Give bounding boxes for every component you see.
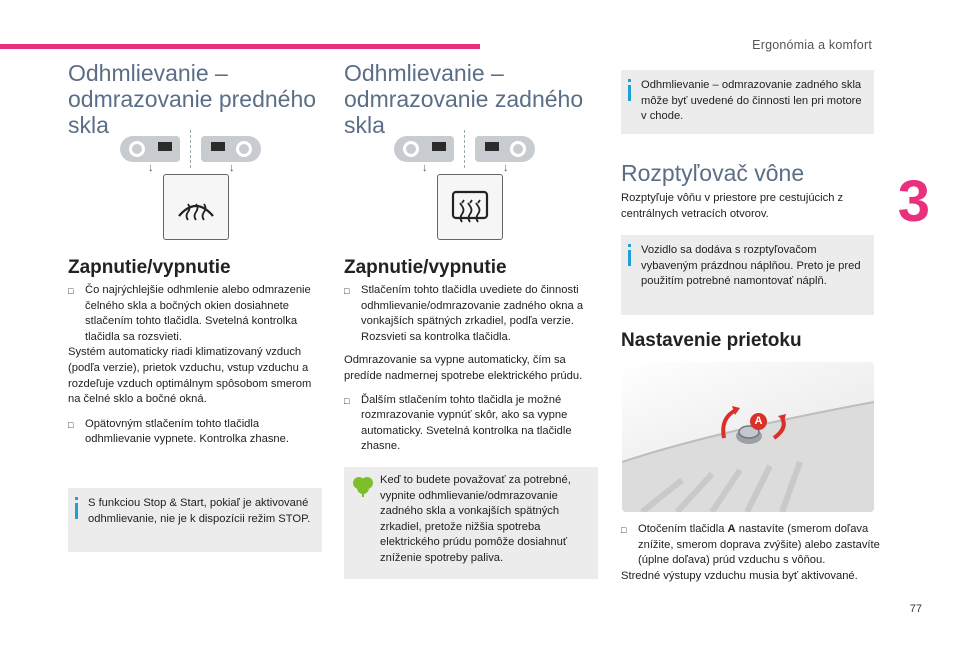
info-icon [73,497,81,519]
info-text: Vozidlo sa dodáva s rozptyľovačom vybaveným prázdnou náplňou. Preto je pred použitím potrebné namontovať náplň. [641,244,861,288]
front-defrost-title [68,60,323,138]
bullet-text: Otočením tlačidla A nastavíte (smerom doľava znížite, smerom doprava zvýšite) alebo zastavíte (úplne doľava) prúd vzduchu s vôňou. [638,523,880,567]
title-line: Odhmlievanie – [344,60,504,86]
bullet-text: Ďalším stlačením tohto tlačidla je možné rozmrazovanie vypnúť skôr, ako sa vypne automaticky. Svetelná kontrolka na tlačidle zhasne. [361,393,572,453]
front-defrost-button[interactable] [163,174,229,240]
info-icon [626,244,634,266]
tip-text: Keď to budete považovať za potrebné, vypnite odhmlievanie/odmrazovanie zadného skla a vonkajších spätných zrkadiel, pretože nižšia spotreba elektrického prúdu pomôže dosiahnuť zníženie spotreby paliva. [380,474,571,564]
front-bullet-1: □ Čo najrýchlejšie odhmlenie alebo odmrazenie čelného skla a bočných okien dosiahnete stlačením tohto tlačidla. Svetelná kontrolka tlačidla sa rozsvieti. [68,283,323,345]
eco-tip-box [344,467,598,579]
bullet-text: Opätovným stlačením tohto tlačidla odhmlievanie vypnete. Kontrolka zhasne. [85,417,289,446]
title-line: Odhmlievanie – [68,60,228,86]
info-text: Odhmlievanie – odmrazovanie zadného skla môže byť uvedené do činnosti len pri motore v chode. [641,79,862,123]
front-onoff-heading: Zapnutie/vypnutie [68,257,231,278]
mirror-illustration-rear [394,130,535,174]
title-line: odmrazovanie zadného skla [344,86,584,138]
rear-onoff-heading: Zapnutie/vypnutie [344,257,507,278]
right-mirror-icon: ↓ [201,136,261,162]
fragrance-paragraph: Rozptyľuje vôňu v priestore pre cestujúcich z centrálnych vetracích otvorov. [621,192,844,220]
page-number: 77 [909,603,922,615]
rear-bullet-1: □ Stlačením tohto tlačidla uvediete do činnosti odhmlievanie/odmrazovanie zadného okna a vonkajších spätných zrkadiel, podľa verzie. Rozsvieti sa kontrolka tlačidla. [344,283,599,345]
info-icon [626,79,634,101]
rear-window-defrost-icon [445,182,495,232]
header-accent-bar [0,44,480,49]
front-paragraph: Systém automaticky riadi klimatizovaný vzduch (podľa verzie), prietok vzduchu, vstup vzduchu a rozdeľuje vzduch optimálnym spôsobom smerom na čelné sklo a bočné okná. [68,346,312,406]
fragrance-info-box [621,235,874,315]
callout-label-a: A [750,413,767,430]
left-mirror-icon: ↓ [120,136,180,162]
stop-start-info-box [68,488,322,552]
section-name: Ergonómia a komfort [752,38,872,52]
rear-defrost-button[interactable] [437,174,503,240]
rear-defrost-title [344,60,599,138]
title-line: odmrazovanie predného skla [68,86,317,138]
rear-bullet-2: □ Ďalším stlačením tohto tlačidla je možné rozmrazovanie vypnúť skôr, ako sa vypne automaticky. Svetelná kontrolka na tlačidle zhasne. [344,393,599,455]
fragrance-title: Rozptyľovač vône [621,160,805,186]
front-bullet-2: □ Opätovným stlačením tohto tlačidla odhmlievanie vypnete. Kontrolka zhasne. [68,417,323,448]
diffuser-photo [622,362,874,512]
flow-paragraph: Stredné výstupy vzduchu musia byť aktivované. [621,569,858,582]
bullet-text: Stlačením tohto tlačidla uvediete do činnosti odhmlievanie/odmrazovanie zadného okna a vonkajších spätných zrkadiel, podľa verzie. Rozsvieti sa kontrolka tlačidla. [361,284,584,343]
left-mirror-icon: ↓ [394,136,454,162]
mirror-illustration [120,130,261,174]
front-windscreen-defrost-icon [171,182,221,232]
chapter-number: 3 [897,169,930,234]
info-text: S funkciou Stop & Start, pokiaľ je aktivované odhmlievanie, nie je k dispozícii režim STOP. [88,497,311,525]
rear-defrost-section [344,60,599,138]
bullet-text: Čo najrýchlejšie odhmlenie alebo odmrazenie čelného skla a bočných okien dosiahnete stlačením tohto tlačidla. Svetelná kontrolka tlačidla sa rozsvieti. [85,284,311,343]
leaf-eco-icon [352,475,374,497]
flow-adjust-heading: Nastavenie prietoku [621,330,802,351]
rear-paragraph: Odmrazovanie sa vypne automaticky, čím sa predíde nadmernej spotrebe elektrického prúdu. [344,354,583,382]
front-defrost-section [68,60,323,138]
right-mirror-icon: ↓ [475,136,535,162]
flow-bullet: □ Otočením tlačidla A nastavíte (smerom doľava znížite, smerom doprava zvýšite) alebo zastavíte (úplne doľava) prúd vzduchu s vôňou. [621,522,881,569]
rear-defrost-info-box [621,70,874,134]
